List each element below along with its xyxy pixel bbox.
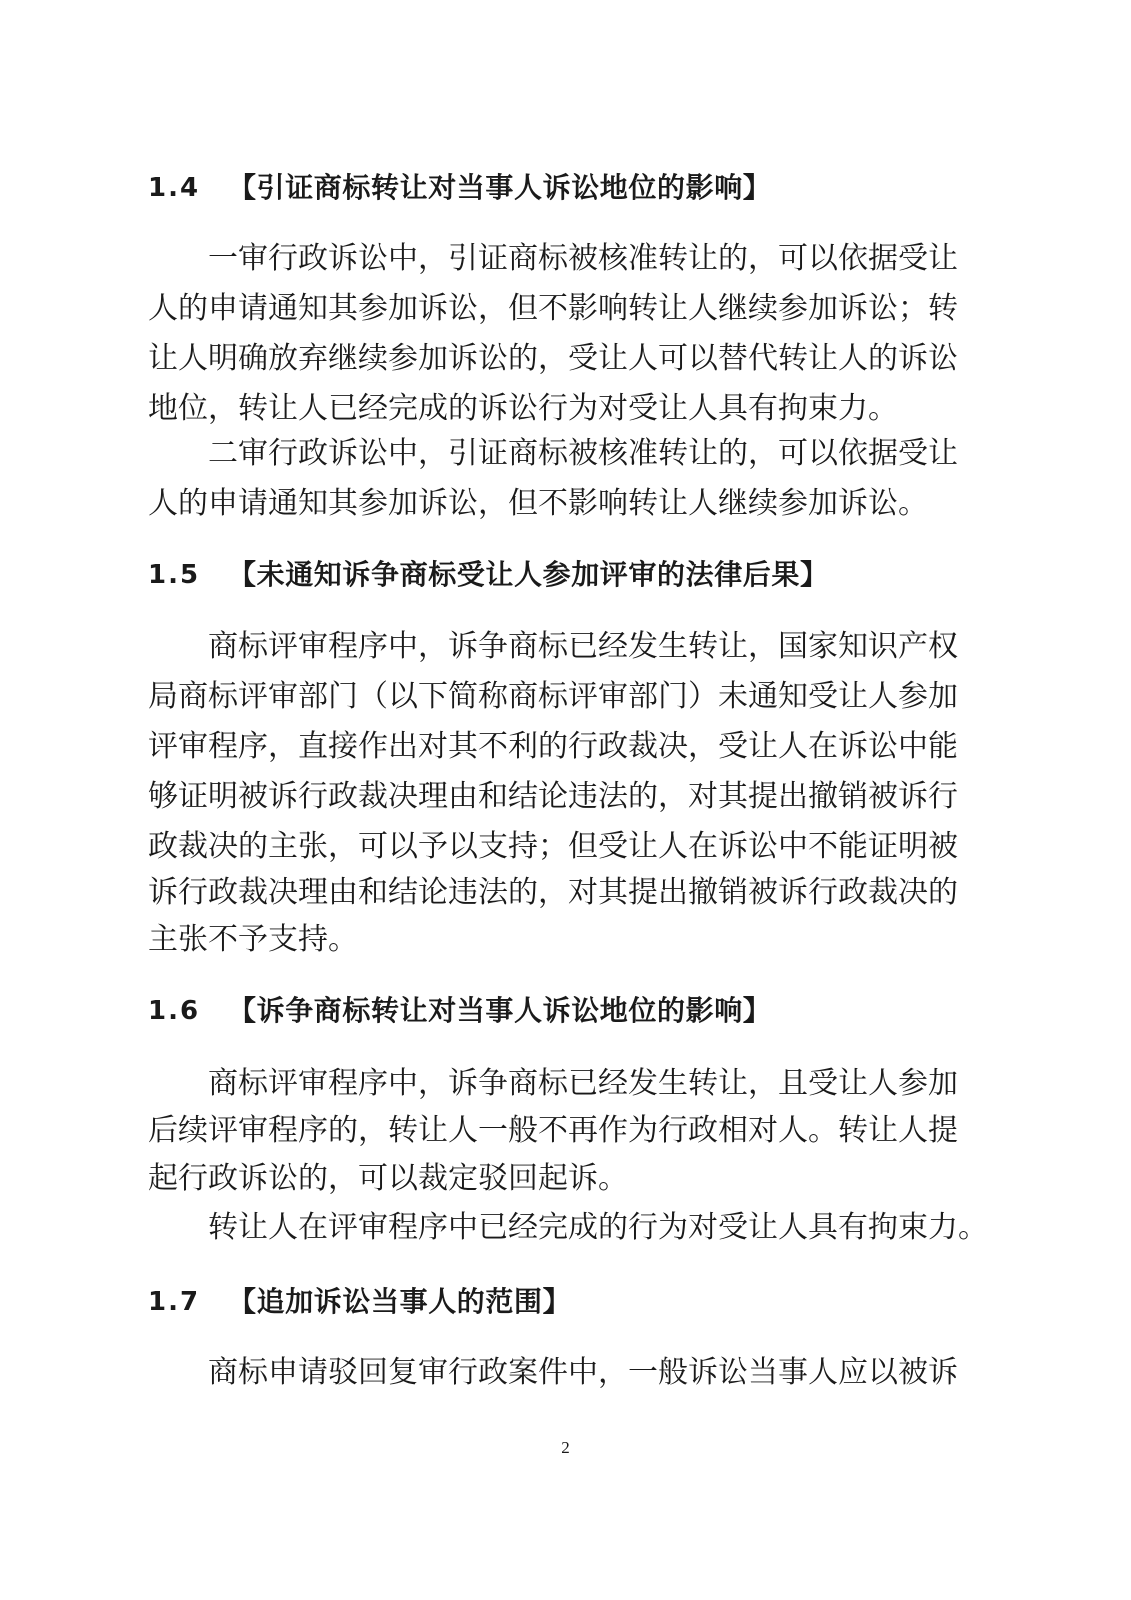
- paragraph-line: 二审行政诉讼中，引证商标被核准转让的，可以依据受让: [208, 436, 958, 471]
- section-title: 【未通知诉争商标受让人参加评审的法律后果】: [228, 558, 829, 591]
- paragraph-line: 后续评审程序的，转让人一般不再作为行政相对人。转让人提: [148, 1113, 958, 1148]
- paragraph-line: 评审程序，直接作出对其不利的行政裁决，受让人在诉讼中能: [148, 729, 958, 764]
- section-number: 1.6: [148, 996, 201, 1026]
- section-number: 1.7: [148, 1287, 201, 1317]
- section-number: 1.4: [148, 173, 201, 203]
- paragraph-line: 主张不予支持。: [148, 922, 358, 957]
- section-title: 【追加诉讼当事人的范围】: [228, 1285, 572, 1318]
- paragraph-line: 地位，转让人已经完成的诉讼行为对受让人具有拘束力。: [148, 391, 898, 426]
- paragraph-line: 转让人在评审程序中已经完成的行为对受让人具有拘束力。: [208, 1210, 988, 1245]
- paragraph-line: 政裁决的主张，可以予以支持；但受让人在诉讼中不能证明被: [148, 829, 958, 864]
- section-title: 【引证商标转让对当事人诉讼地位的影响】: [228, 171, 772, 204]
- paragraph-line: 人的申请通知其参加诉讼，但不影响转让人继续参加诉讼；转: [148, 291, 958, 326]
- section-title: 【诉争商标转让对当事人诉讼地位的影响】: [228, 994, 772, 1027]
- paragraph-line: 诉行政裁决理由和结论违法的，对其提出撤销被诉行政裁决的: [148, 875, 958, 910]
- paragraph-line: 人的申请通知其参加诉讼，但不影响转让人继续参加诉讼。: [148, 486, 928, 521]
- paragraph-line: 起行政诉讼的，可以裁定驳回起诉。: [148, 1161, 628, 1196]
- paragraph-line: 局商标评审部门（以下简称商标评审部门）未通知受让人参加: [148, 679, 958, 714]
- page-number: 2: [561, 1438, 570, 1457]
- section-number: 1.5: [148, 560, 201, 590]
- paragraph-line: 让人明确放弃继续参加诉讼的，受让人可以替代转让人的诉讼: [148, 341, 958, 376]
- paragraph-line: 商标评审程序中，诉争商标已经发生转让，且受让人参加: [208, 1066, 958, 1101]
- paragraph-line: 商标评审程序中，诉争商标已经发生转让，国家知识产权: [208, 629, 958, 664]
- paragraph-line: 够证明被诉行政裁决理由和结论违法的，对其提出撤销被诉行: [148, 779, 958, 814]
- paragraph-line: 一审行政诉讼中，引证商标被核准转让的，可以依据受让: [208, 241, 958, 276]
- paragraph-line: 商标申请驳回复审行政案件中，一般诉讼当事人应以被诉: [208, 1355, 958, 1390]
